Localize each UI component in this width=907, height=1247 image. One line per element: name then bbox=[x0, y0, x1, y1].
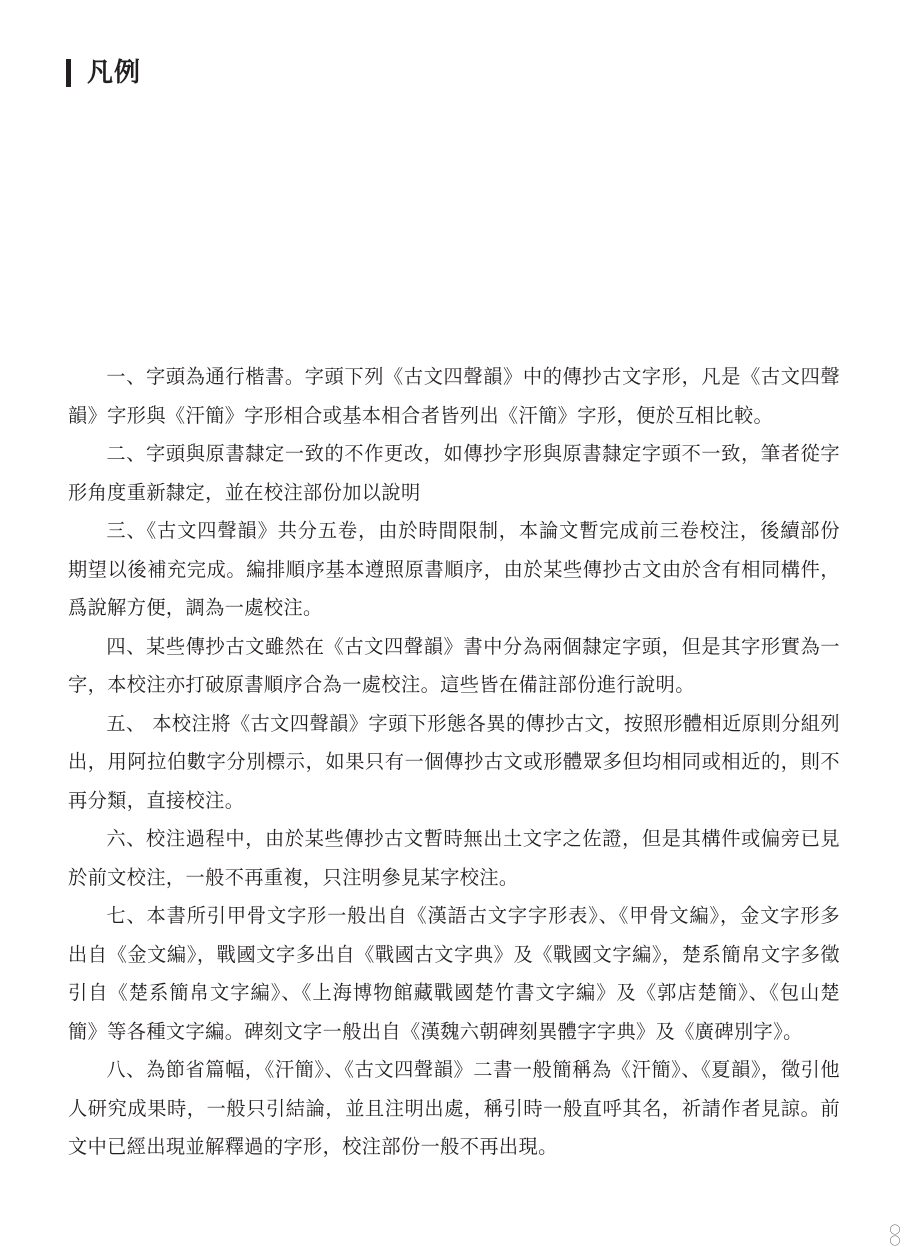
page-title: 凡例 bbox=[87, 58, 142, 88]
paragraph-7: 七、本書所引甲骨文字形一般出自《漢語古文字字形表》、《甲骨文編》，金文字形多出自《金文編》，戰國文字多出自《戰國古文字典》及《戰國文字編》，楚系簡帛文字多徵引自《楚系簡帛文字編》、《上海博物館藏戰國楚竹書文字編》及《郭店楚簡》、《包山楚簡》等各種文字編。碑刻文字一般出自《漢魏六朝碑刻異體字字典》及《廣碑別字》。 bbox=[68, 904, 840, 1043]
paragraph-4: 四、某些傳抄古文雖然在《古文四聲韻》書中分為兩個隸定字頭，但是其字形實為一字，本校注亦打破原書順序合為一處校注。這些皆在備註部份進行說明。 bbox=[68, 634, 840, 696]
paragraph-2: 二、字頭與原書隸定一致的不作更改，如傳抄字形與原書隸定字頭不一致，筆者從字形角度重新隸定，並在校注部份加以說明 bbox=[68, 442, 840, 504]
section-heading bbox=[66, 58, 141, 88]
paragraph-1: 一、字頭為通行楷書。字頭下列《古文四聲韻》中的傳抄古文字形，凡是《古文四聲韻》字形與《汗簡》字形相合或基本相合者皆列出《汗簡》字形，便於互相比較。 bbox=[68, 365, 840, 427]
paragraph-5: 五、 本校注將《古文四聲韻》字頭下形態各異的傳抄古文，按照形體相近原則分組列出，用阿拉伯數字分別標示，如果只有一個傳抄古文或形體眾多但均相同或相近的，則不再分類，直接校注。 bbox=[68, 711, 840, 812]
page-number: 〇〇 bbox=[888, 1224, 901, 1246]
heading-bar bbox=[66, 59, 71, 87]
paragraph-3: 三、《古文四聲韻》共分五卷，由於時間限制，本論文暫完成前三卷校注，後續部份期望以後補充完成。編排順序基本遵照原書順序，由於某些傳抄古文由於含有相同構件，爲說解方便，調為一處校注。 bbox=[68, 519, 840, 619]
paragraph-8: 八、為節省篇幅，《汗簡》、《古文四聲韻》二書一般簡稱為《汗簡》、《夏韻》，徵引他人研究成果時，一般只引結論，並且注明出處，稱引時一般直呼其名，祈請作者見諒。前文中已經出現並解釋過的字形，校注部份一般不再出現。 bbox=[68, 1058, 840, 1158]
body-text bbox=[68, 358, 840, 1167]
paragraph-6: 六、校注過程中，由於某些傳抄古文暫時無出土文字之佐證，但是其構件或偏旁已見於前文校注，一般不再重複，只注明參見某字校注。 bbox=[68, 827, 840, 889]
